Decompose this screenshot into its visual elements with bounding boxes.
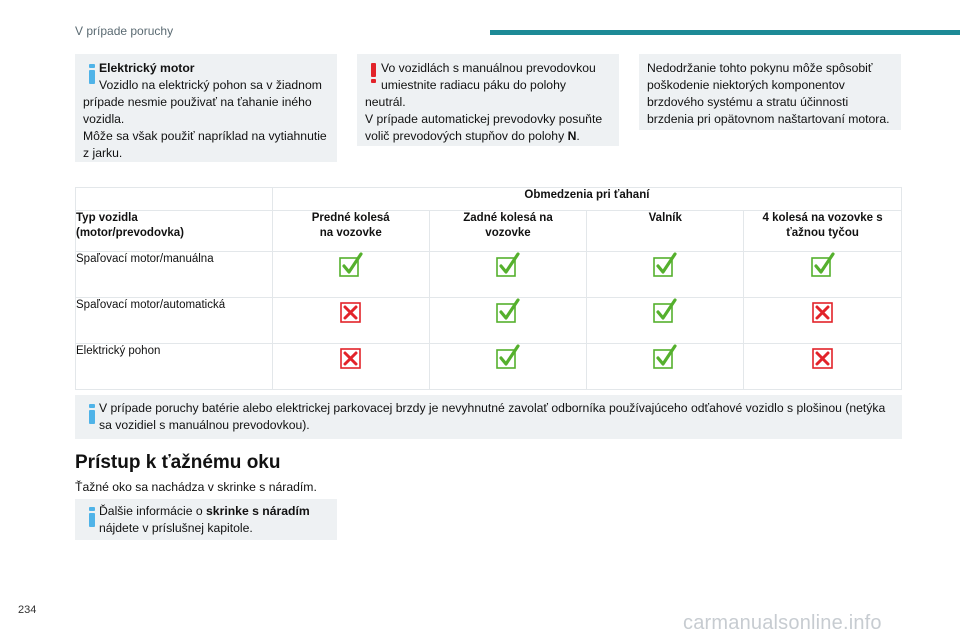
- check-icon: [495, 344, 521, 370]
- cross-icon: [338, 298, 364, 324]
- warning-text: volič prevodových stupňov do polohy: [365, 129, 568, 143]
- row-header-line: (motor/prevodovka): [76, 227, 184, 239]
- note-text: brzdového systému a stratu účinnosti: [647, 95, 849, 109]
- col-header-line: 4 kolesá na vozovke s: [762, 212, 883, 224]
- table-corner-cell: [76, 188, 273, 211]
- table-col-front-wheels: [272, 211, 429, 252]
- info-box-text: sa vozidiel s manuálnou prevodovkou).: [99, 418, 310, 432]
- table-mark-cell: [272, 344, 429, 390]
- info-box-battery-failure: [75, 395, 902, 439]
- watermark: carmanualsonline.info: [683, 612, 882, 634]
- header-accent-bar: [490, 30, 960, 35]
- table-group-header: Obmedzenia pri ťahaní: [272, 188, 901, 211]
- col-header-line: na vozovke: [319, 227, 382, 239]
- table-row-label: Spaľovací motor/automatická: [76, 298, 273, 344]
- info-box-electric-motor: [75, 54, 337, 162]
- warning-text: .: [576, 129, 580, 143]
- col-header-line: vozovke: [485, 227, 531, 239]
- table-row-label: Spaľovací motor/manuálna: [76, 252, 273, 298]
- page-number: 234: [18, 604, 37, 616]
- table-mark-cell: [429, 298, 587, 344]
- info-box-text: vozidla.: [83, 112, 125, 126]
- table-col-flatbed: Valník: [587, 211, 744, 252]
- col-header-line: ťažnou tyčou: [786, 227, 859, 239]
- check-icon: [652, 344, 678, 370]
- info-box-text: prípade nesmie použivať na ťahanie iného: [83, 95, 312, 109]
- table-row: [76, 298, 902, 344]
- table-body: [76, 252, 902, 390]
- table-mark-cell: [272, 252, 429, 298]
- section-text: Ťažné oko sa nachádza v skrinke s náradím.: [75, 480, 317, 494]
- check-icon: [810, 252, 836, 278]
- warning-text-gear: [365, 128, 611, 145]
- table-col-rear-wheels: [429, 211, 587, 252]
- col-header-line: Zadné kolesá na: [463, 212, 553, 224]
- row-header-line: Typ vozidla: [76, 212, 138, 224]
- towing-restrictions-table: [75, 187, 902, 390]
- info-icon: [89, 507, 95, 527]
- table-col-tow-bar: [744, 211, 902, 252]
- table-mark-cell: [587, 344, 744, 390]
- note-text: brzdenia pri opätovnom naštartovaní motora.: [647, 112, 890, 126]
- col-header-line: Predné kolesá: [311, 212, 390, 224]
- info-box-text: nájdete v príslušnej kapitole.: [99, 521, 253, 535]
- info-box-tool-box: [75, 499, 337, 540]
- info-box-link-text: skrinke s náradím: [206, 504, 310, 518]
- note-text: poškodenie niektorých komponentov: [647, 78, 845, 92]
- section-title: Prístup k ťažnému oku: [75, 452, 281, 473]
- table-row-label: Elektrický pohon: [76, 344, 273, 390]
- info-box-text: Ďalšie informácie o: [99, 504, 207, 518]
- warning-text: neutrál.: [365, 95, 406, 109]
- cross-icon: [810, 344, 836, 370]
- warning-icon: [371, 63, 377, 83]
- table-mark-cell: [429, 344, 587, 390]
- info-box-text: Vozidlo na elektrický pohon sa v žiadnom: [99, 78, 322, 92]
- table-row: [76, 252, 902, 298]
- info-icon: [89, 64, 95, 84]
- table-mark-cell: [744, 344, 902, 390]
- info-box-text: V prípade poruchy batérie alebo elektrickej parkovacej brzdy je nevyhnutné zavolať odborníka používajúceho odťahové vozidlo s plošinou (netýka: [99, 401, 886, 415]
- table-mark-cell: [744, 298, 902, 344]
- check-icon: [338, 252, 364, 278]
- check-icon: [495, 298, 521, 324]
- table-row: [76, 344, 902, 390]
- table-mark-cell: [587, 252, 744, 298]
- warning-text: umiestnite radiacu páku do polohy: [381, 78, 566, 92]
- cross-icon: [338, 344, 364, 370]
- note-box-brake: [639, 54, 901, 130]
- note-text: Nedodržanie tohto pokynu môže spôsobiť: [647, 61, 873, 75]
- warning-text: Vo vozidlách s manuálnou prevodovkou: [381, 61, 596, 75]
- table-mark-cell: [587, 298, 744, 344]
- warning-box-transmission: [357, 54, 619, 146]
- cross-icon: [810, 298, 836, 324]
- table-mark-cell: [429, 252, 587, 298]
- check-icon: [652, 252, 678, 278]
- warning-text: V prípade automatickej prevodovky posuňte: [365, 112, 603, 126]
- header-title: V prípade poruchy: [75, 24, 174, 38]
- table-mark-cell: [744, 252, 902, 298]
- table-mark-cell: [272, 298, 429, 344]
- table-row-header: [76, 211, 273, 252]
- check-icon: [495, 252, 521, 278]
- info-icon: [89, 404, 95, 424]
- info-box-text: Môže sa však použiť napríklad na vytiahnutie: [83, 129, 327, 143]
- check-icon: [652, 298, 678, 324]
- gear-position: N: [567, 129, 577, 143]
- info-box-text: z jarku.: [83, 146, 123, 160]
- info-box-title: Elektrický motor: [99, 61, 195, 75]
